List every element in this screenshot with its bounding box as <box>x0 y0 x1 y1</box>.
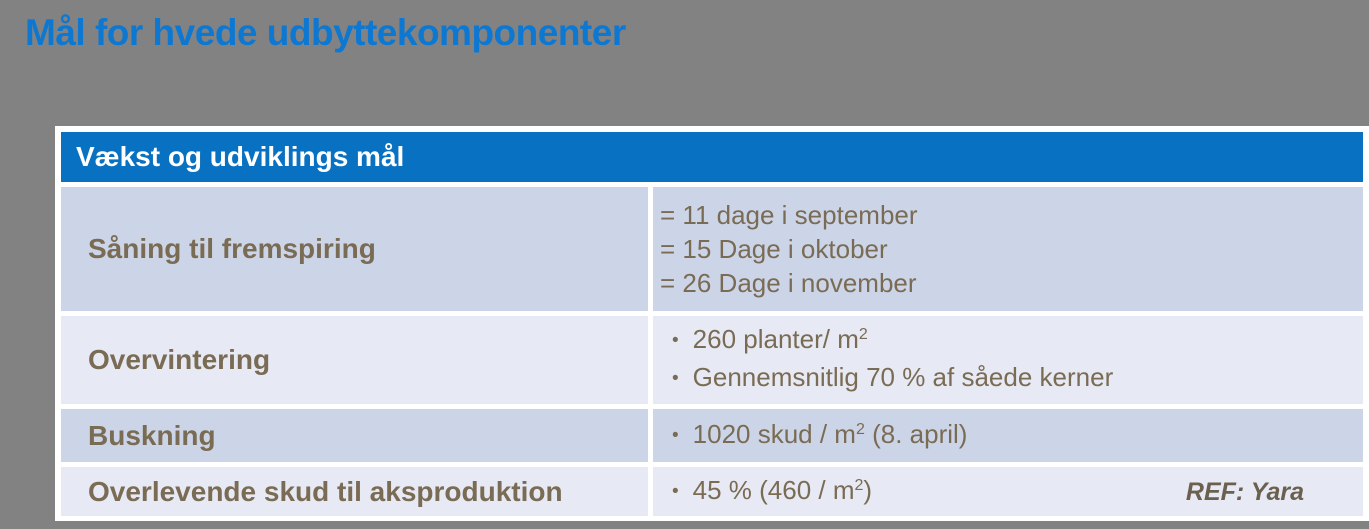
row-label-buskning <box>61 409 648 462</box>
bullet-icon: • <box>672 480 679 502</box>
row-label-text: Overlevende skud til aksproduktion <box>88 475 563 507</box>
superscript: 2 <box>854 476 864 494</box>
bullet-icon: • <box>672 330 679 351</box>
row-label-saaning <box>61 187 648 311</box>
row-label-text: Overvintering <box>88 344 271 375</box>
value-line <box>660 473 872 511</box>
row-label-overlevende <box>61 467 648 516</box>
value-line <box>660 322 1363 360</box>
bullet-icon: • <box>672 368 679 389</box>
row-value-saaning <box>653 187 1363 311</box>
bullet-icon: • <box>672 424 679 446</box>
value-line <box>660 417 1363 455</box>
value-line <box>660 360 1363 398</box>
value-text: Gennemsnitlig 70 % af såede kerner <box>692 362 1114 392</box>
row-value-overvintering <box>653 316 1363 404</box>
table-header-label: Vækst og udviklings mål <box>76 141 405 172</box>
row-value-buskning <box>653 409 1363 462</box>
growth-targets-table <box>55 126 1369 521</box>
row-value-overlevende <box>653 467 1363 516</box>
superscript: 2 <box>858 326 868 343</box>
row-label-overvintering <box>61 316 648 404</box>
row-label-text: Buskning <box>88 419 216 451</box>
value-text: 45 % $(460 / m^2)$ <box>692 474 873 505</box>
row-label-text: Såning til fremspiring <box>88 233 376 264</box>
value-text: 260 planter/ $m^2$ <box>692 324 868 354</box>
table-header-row <box>61 132 1363 182</box>
value-line: = 15 Dage i oktober <box>660 234 888 264</box>
value-line: = 11 dage i september <box>660 200 918 230</box>
superscript: 2 <box>855 420 865 438</box>
reference-note: REF: Yara <box>1185 477 1304 506</box>
slide-title: Mål for hvede udbyttekomponenter <box>25 12 626 53</box>
value-text: 1020 skud / $m^2$ (8. april) <box>692 418 968 449</box>
value-line: = 26 Dage i november <box>660 268 917 298</box>
